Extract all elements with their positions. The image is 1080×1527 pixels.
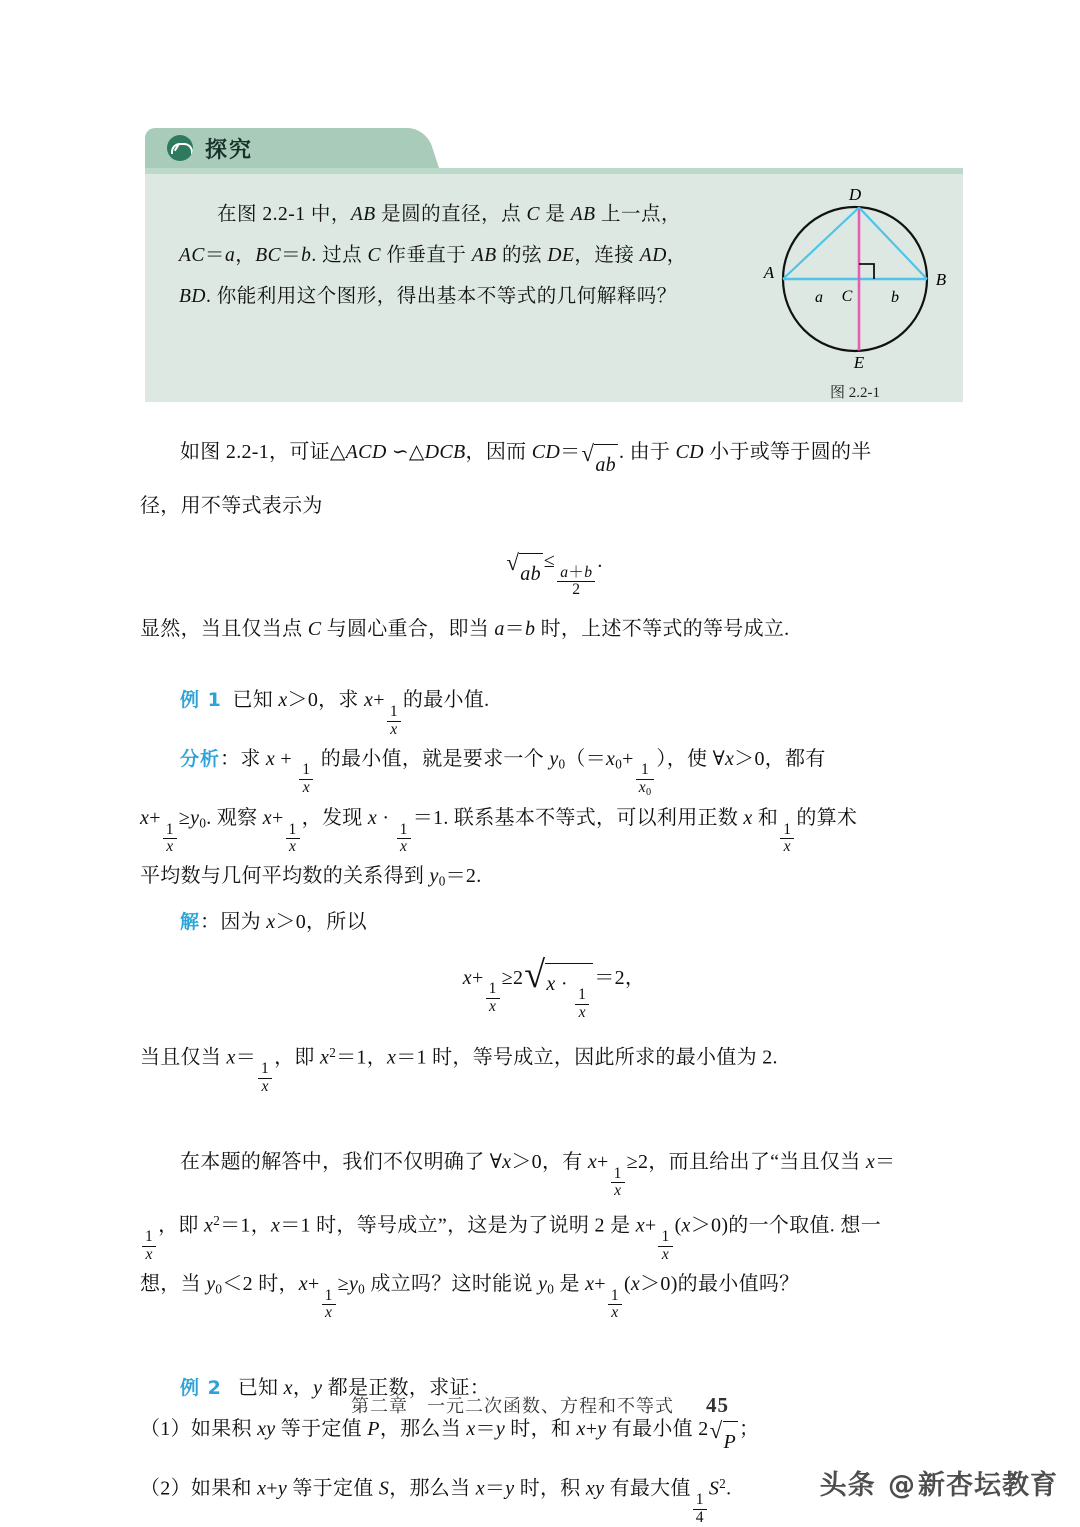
example2-label: 例 2 (180, 1377, 222, 1400)
inquiry-line-1: 在图 2.2-1 中，AB 是圆的直径，点 C 是 AB 上一点， (217, 204, 681, 225)
inquiry-line-3: BD. 你能利用这个图形，得出基本不等式的几何解释吗？ (179, 286, 677, 307)
inquiry-box (145, 128, 963, 402)
label-B: B (935, 270, 947, 289)
watermark-prefix: 头条 (819, 1470, 876, 1501)
compass-icon (167, 135, 193, 161)
main-content (140, 432, 968, 1527)
example2-statement: 例 2 已知 x，y 都是正数，求证： (180, 1377, 491, 1400)
para-proof-line1: 如图 2.2-1，可证△ACD ∽△DCB，因而 CD＝ √ ab . 由于 CD 小于或等于圆的半 (140, 432, 968, 486)
circle-diagram-svg (755, 184, 955, 374)
example1-solution-intro: 解：因为 x＞0，所以 (180, 910, 367, 933)
example1-analysis-line3: 平均数与几何平均数的关系得到 $y_0=2$. (140, 865, 482, 889)
label-E: E (853, 353, 865, 372)
analysis-label: 分析 (180, 747, 221, 770)
formula-basic-inequality: √ ab ≤ $\frac{a+b}{2}$ . (506, 550, 603, 599)
watermark-at: @ (888, 1470, 916, 1501)
inquiry-body (145, 168, 963, 402)
spacer (140, 1322, 968, 1368)
figure-caption: 图 2.2-1 (830, 385, 880, 401)
para-equality-condition: 显然，当且仅当点 C 与圆心重合，即当 a＝b 时，上述不等式的等号成立. (140, 618, 790, 641)
para-proof-line2: 径，用不等式表示为 (140, 495, 323, 517)
example2-item-1: （1）如果积 xy 等于定值 P，那么当 x＝y 时，和 x+y 有最小值 2 √ P ； (140, 1409, 968, 1463)
example1-statement: 例 1 已知 x＞0，求 x+ $\frac{1}{x}$ 的最小值. (180, 689, 490, 738)
formula-example1: x+ $\frac{1}{x}$ ≥2 √ x · $\frac{1}{x}$ ＝2， (462, 953, 646, 1022)
segment-AD (783, 208, 859, 280)
label-D: D (848, 185, 862, 204)
inquiry-paragraph (179, 194, 799, 317)
discussion-line3: 想，当 $y_0<2$ 时，x+ $\frac{1}{x}$ $\ge y_0$ 成立吗？这时能说 $y_0$ 是 x+ $\frac{1}{x}$ (x＞0)的最小值吗？ (140, 1273, 800, 1322)
spacer (140, 1096, 968, 1142)
discussion-line2: $\frac{1}{x}$ ，即 $x^2=1$，x＝1 时，等号成立”，这是为了说明 2 是 x+ $\frac{1}{x}$ (x＞0)的一个取值. 想一 (140, 1200, 968, 1264)
page-footer (0, 1392, 1080, 1418)
inquiry-tab-header (145, 128, 413, 168)
chapter-title: 第二章 一元二次函数、方程和不等式 (351, 1396, 674, 1416)
label-C: C (841, 288, 853, 305)
label-b: b (891, 289, 899, 306)
spacer (140, 650, 968, 680)
example1-label: 例 1 (180, 689, 222, 712)
label-A: A (763, 263, 775, 282)
watermark-account: 新杏坛教育 (918, 1470, 1058, 1501)
watermark (820, 1463, 1058, 1502)
example1-analysis-line1: 分析：求 x + $\frac{1}{x}$ 的最小值，就是要求一个 $y_0(=x_0+$ $\frac{1}{x_0}$ ），使 ∀x＞0，都有 (180, 747, 826, 798)
page-number: 45 (706, 1393, 729, 1417)
example1-conclusion: 当且仅当 x＝ $\frac{1}{x}$ ，即 $x^2=1$，x＝1 时，等号成立，因此所求的最小值为 2. (140, 1045, 778, 1096)
geometry-figure (755, 184, 955, 402)
solution-label: 解 (180, 910, 201, 933)
inquiry-tab-label: 探究 (205, 137, 254, 163)
label-a: a (815, 289, 823, 306)
example1-analysis-line2: x+ $\frac{1}{x}$ $\ge y_0$. 观察 x+ $\frac{1}{x}$ ，发现 x · $\frac{1}{x}$ ＝1. 联系基本不等式，可以利用正数 x 和 $\frac{1}{x}$ 的算术 (140, 806, 858, 856)
discussion-line1: 在本题的解答中，我们不仅明确了 ∀x＞0，有 x+ $\frac{1}{x}$ ≥2，而且给出了“当且仅当 x＝ (180, 1150, 896, 1200)
example2-item-2: （2）如果和 x+y 等于定值 S，那么当 x＝y 时，积 xy 有最大值 $\frac{1}{4}$ $S^2$. (140, 1476, 732, 1527)
right-angle-marker (859, 264, 874, 279)
inquiry-line-2: AC＝a，BC＝b. 过点 C 作垂直于 AB 的弦 DE，连接 AD， (179, 245, 687, 266)
